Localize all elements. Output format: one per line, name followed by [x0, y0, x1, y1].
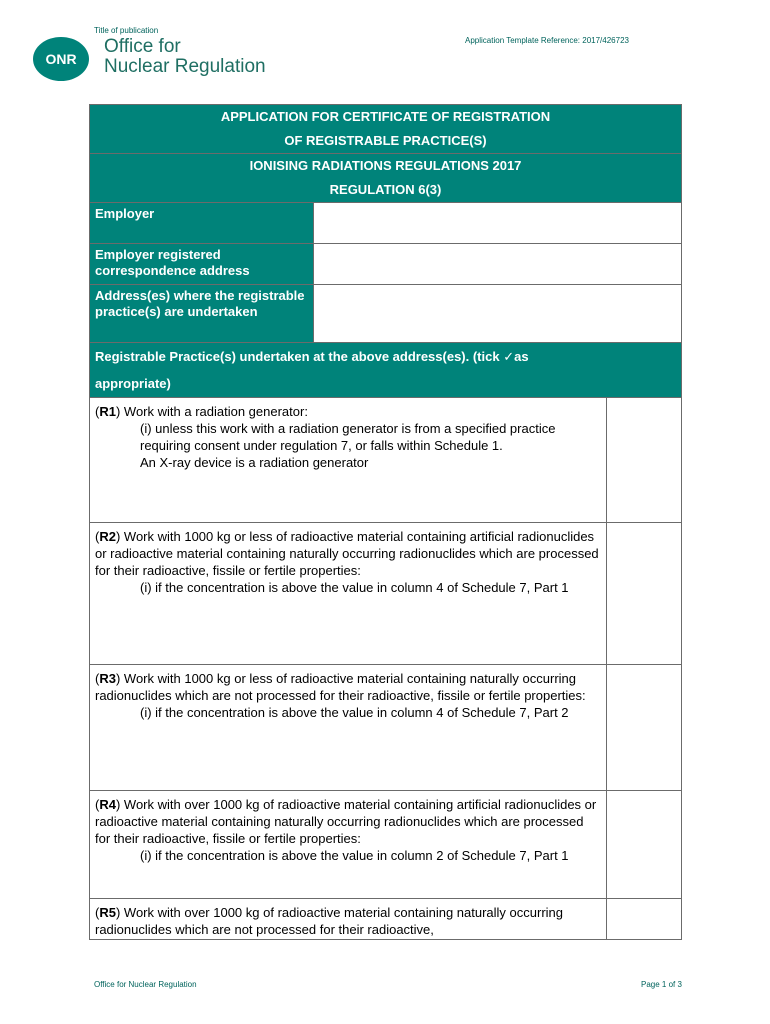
practices-header-line-1: Registrable Practice(s) undertaken at the above address(es). (tick ✓as [95, 349, 529, 364]
practice-r2: (R2) Work with 1000 kg or less of radioactive material containing artificial radionuclides or radioactive material containing naturally occurring radionuclides which are processed for their radioactive, fissile or fertile properties: (i) if the concentration is above the value in column 4 of Schedule 7, Part 1 [90, 523, 607, 665]
regulation-heading [90, 154, 682, 203]
practice-r3: (R3) Work with 1000 kg or less of radioactive material containing naturally occurring radionuclides which are not processed for their radioactive, fissile or fertile properties: (i) if the concentration is above the value in column 4 of Schedule 7, Part 2 [90, 665, 607, 791]
tick-box-r1[interactable] [607, 398, 682, 523]
onr-logo-icon [32, 36, 90, 82]
practice-code: R3 [99, 671, 116, 686]
practice-r5: (R5) Work with over 1000 kg of radioactive material containing naturally occurring radionuclides which are not processed for their radioactive, [90, 899, 607, 940]
practice-code: R4 [99, 797, 116, 812]
practice-text: ) Work with a radiation generator: [115, 404, 308, 419]
practices-header-line-2: appropriate) [95, 376, 171, 391]
form-title-line-2: OF REGISTRABLE PRACTICE(S) [284, 133, 487, 148]
practice-text: ) Work with over 1000 kg of radioactive material containing artificial radionuclides or radioactive material containing naturally occurring radionuclides which are processed for their radioactive, fissile or fertile properties: [95, 797, 597, 846]
tick-box-r2[interactable] [607, 523, 682, 665]
practice-text: ) Work with 1000 kg or less of radioactive material containing naturally occurring radionuclides which are not processed for their radioactive, fissile or fertile properties: [95, 671, 586, 703]
practice-address-input[interactable] [314, 285, 682, 343]
application-template-reference: Application Template Reference: 2017/426723 [465, 36, 629, 45]
practice-code: R1 [99, 404, 116, 419]
practice-code: R5 [99, 905, 116, 920]
page-number: Page 1 of 3 [641, 980, 682, 989]
practice-indent: (i) if the concentration is above the value in column 4 of Schedule 7, Part 1 [140, 580, 569, 595]
tick-box-r5[interactable] [607, 899, 682, 940]
org-line-2: Nuclear Regulation [104, 56, 266, 77]
logo-badge-text: ONR [45, 51, 77, 67]
correspondence-address-label: Employer registered correspondence address [90, 244, 314, 285]
practice-address-label: Address(es) where the registrable practice(s) are undertaken [90, 285, 314, 343]
practice-indent: (i) if the concentration is above the value in column 2 of Schedule 7, Part 1 [140, 848, 569, 863]
form-title-line-1: APPLICATION FOR CERTIFICATE OF REGISTRATION [220, 109, 551, 124]
regulation-line-2: REGULATION 6(3) [329, 182, 442, 197]
footer-org: Office for Nuclear Regulation [94, 980, 197, 989]
org-line-1: Office for [104, 36, 181, 57]
practice-code: R2 [99, 529, 116, 544]
org-name [104, 37, 266, 77]
practice-indent: (i) if the concentration is above the value in column 4 of Schedule 7, Part 2 [140, 705, 569, 720]
employer-input[interactable] [314, 203, 682, 244]
application-form-table [89, 104, 682, 940]
form-title [90, 105, 682, 154]
practice-indent: An X-ray device is a radiation generator [140, 455, 369, 470]
tick-box-r4[interactable] [607, 791, 682, 899]
practice-r4: (R4) Work with over 1000 kg of radioactive material containing artificial radionuclides or radioactive material containing naturally occurring radionuclides which are processed for their radioactive, fissile or fertile properties: (i) if the concentration is above the value in column 2 of Schedule 7, Part 1 [90, 791, 607, 899]
regulation-line-1: IONISING RADIATIONS REGULATIONS 2017 [249, 158, 522, 173]
title-of-publication: Title of publication [94, 26, 159, 35]
tick-box-r3[interactable] [607, 665, 682, 791]
practice-text: ) Work with over 1000 kg of radioactive material containing naturally occurring radionuclides which are not processed for their radioactive, [95, 905, 563, 937]
practice-indent: (i) unless this work with a radiation generator is from a specified practice requiring consent under regulation 7, or falls within Schedule 1. [140, 421, 556, 453]
practices-header [90, 343, 682, 398]
employer-label: Employer [90, 203, 314, 244]
practice-r1: (R1) Work with a radiation generator: (i) unless this work with a radiation generator is from a specified practice requiring consent under regulation 7, or falls within Schedule 1. An X-ray device is a radiation generator [90, 398, 607, 523]
practice-text: ) Work with 1000 kg or less of radioactive material containing artificial radionuclides or radioactive material containing naturally occurring radionuclides which are processed for their radioactive, fissile or fertile properties: [95, 529, 599, 578]
correspondence-address-input[interactable] [314, 244, 682, 285]
